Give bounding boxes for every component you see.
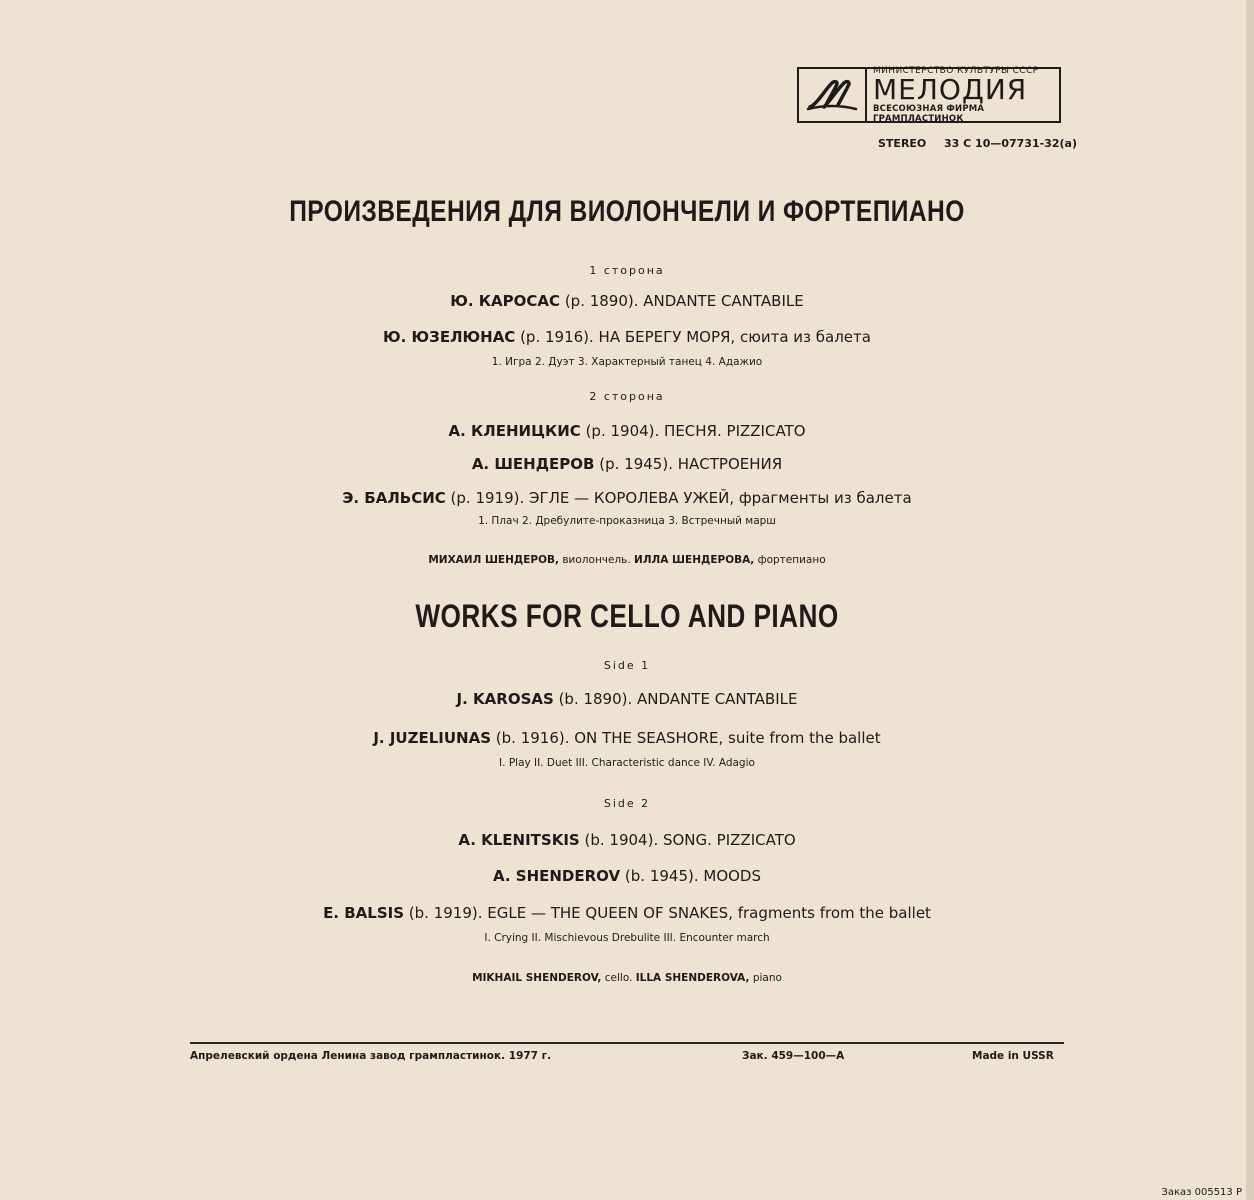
movements-en-5: I. Crying II. Mischievous Drebulite III. Encounter march xyxy=(484,932,770,944)
work-title: (р. 1890). ANDANTE CANTABILE xyxy=(560,292,804,310)
work-title: (р. 1916). НА БЕРЕГУ МОРЯ, сюита из балета xyxy=(515,328,871,346)
work-title: (b. 1919). EGLE — THE QUEEN OF SNAKES, fragments from the ballet xyxy=(404,904,931,922)
performer-1: МИХАИЛ ШЕНДЕРОВ, xyxy=(428,554,560,566)
work-title: (р. 1945). НАСТРОЕНИЯ xyxy=(594,455,783,473)
stereo-mark: STEREO xyxy=(878,137,927,150)
composer: Ю. ЮЗЕЛЮНАС xyxy=(383,328,516,346)
movements-ru-5: 1. Плач 2. Дребулите-проказница 3. Встречный марш xyxy=(478,515,776,527)
composer: E. BALSIS xyxy=(323,904,405,922)
track-ru-2 xyxy=(0,328,1254,346)
track-ru-4 xyxy=(0,455,1254,473)
track-ru-1 xyxy=(0,292,1254,310)
track-en-2 xyxy=(0,729,1254,747)
composer: A. KLENITSKIS xyxy=(458,831,580,849)
composer: A. SHENDEROV xyxy=(492,867,621,885)
order-number: Зак. 459—100—А xyxy=(742,1050,845,1062)
label-text xyxy=(867,66,1059,124)
work-title: (b. 1904). SONG. PIZZICATO xyxy=(579,831,796,849)
plant-credit: Апрелевский ордена Ленина завод грампластинок. 1977 г. xyxy=(190,1050,552,1062)
track-ru-5 xyxy=(0,489,1254,507)
composer: Ю. КАРОСАС xyxy=(450,292,561,310)
title-russian: ПРОИЗВЕДЕНИЯ ДЛЯ ВИОЛОНЧЕЛИ И ФОРТЕПИАНО xyxy=(289,195,965,228)
track-en-4 xyxy=(0,867,1254,885)
movements-en-2: I. Play II. Duet III. Characteristic dance IV. Adagio xyxy=(499,757,755,769)
side-2-heading-en: Side 2 xyxy=(603,797,651,810)
work-title: (b. 1890). ANDANTE CANTABILE xyxy=(553,690,798,708)
logo-cell xyxy=(799,69,867,121)
cover-edge xyxy=(1246,0,1254,1200)
performers-en xyxy=(0,972,1254,984)
brand-name: МЕЛОДИЯ xyxy=(873,73,1028,106)
side-1-heading-ru: 1 сторона xyxy=(589,264,665,277)
print-order-number: Заказ 005513 Р xyxy=(1161,1187,1242,1198)
side-2-heading-ru: 2 сторона xyxy=(589,390,665,403)
track-en-5 xyxy=(0,904,1254,922)
performers-ru xyxy=(0,554,1254,566)
performer-1-role: cello. xyxy=(601,972,636,984)
track-ru-3 xyxy=(0,422,1254,440)
track-en-3 xyxy=(0,831,1254,849)
firm-line: ВСЕСОЮЗНАЯ ФИРМА ГРАМПЛАСТИНОК xyxy=(873,104,985,124)
performer-2-role: фортепиано xyxy=(754,554,826,566)
performer-2-role: piano xyxy=(749,972,782,984)
composer: А. КЛЕНИЦКИС xyxy=(448,422,581,440)
footer-rule xyxy=(190,1042,1064,1044)
composer: J. JUZELIUNAS xyxy=(373,729,492,747)
track-en-1 xyxy=(0,690,1254,708)
title-english: WORKS FOR CELLO AND PIANO xyxy=(415,598,839,634)
movements-ru-2: 1. Игра 2. Дуэт 3. Характерный танец 4. Адажио xyxy=(491,356,763,368)
performer-2: ИЛЛА ШЕНДЕРОВА, xyxy=(634,554,755,566)
composer: А. ШЕНДЕРОВ xyxy=(471,455,595,473)
melodiya-logo-icon xyxy=(804,73,860,117)
composer: J. KAROSAS xyxy=(456,690,554,708)
catalog-number: 33 С 10—07731-32(а) xyxy=(944,137,1077,150)
work-title: (р. 1919). ЭГЛЕ — КОРОЛЕВА УЖЕЙ, фрагменты из балета xyxy=(445,489,912,507)
work-title: (b. 1945). MOODS xyxy=(620,867,762,885)
performer-2: ILLA SHENDEROVA, xyxy=(635,972,750,984)
work-title: (b. 1916). ON THE SEASHORE, suite from the ballet xyxy=(491,729,881,747)
melodiya-label xyxy=(797,67,1061,123)
work-title: (р. 1904). ПЕСНЯ. PIZZICATO xyxy=(580,422,806,440)
performer-1: MIKHAIL SHENDEROV, xyxy=(472,972,602,984)
side-1-heading-en: Side 1 xyxy=(603,659,651,672)
made-in: Made in USSR xyxy=(972,1050,1054,1062)
composer: Э. БАЛЬСИС xyxy=(342,489,446,507)
ministry-line: МИНИСТЕРСТВО КУЛЬТУРЫ СССР xyxy=(873,66,1039,76)
performer-1-role: виолончель. xyxy=(559,554,635,566)
